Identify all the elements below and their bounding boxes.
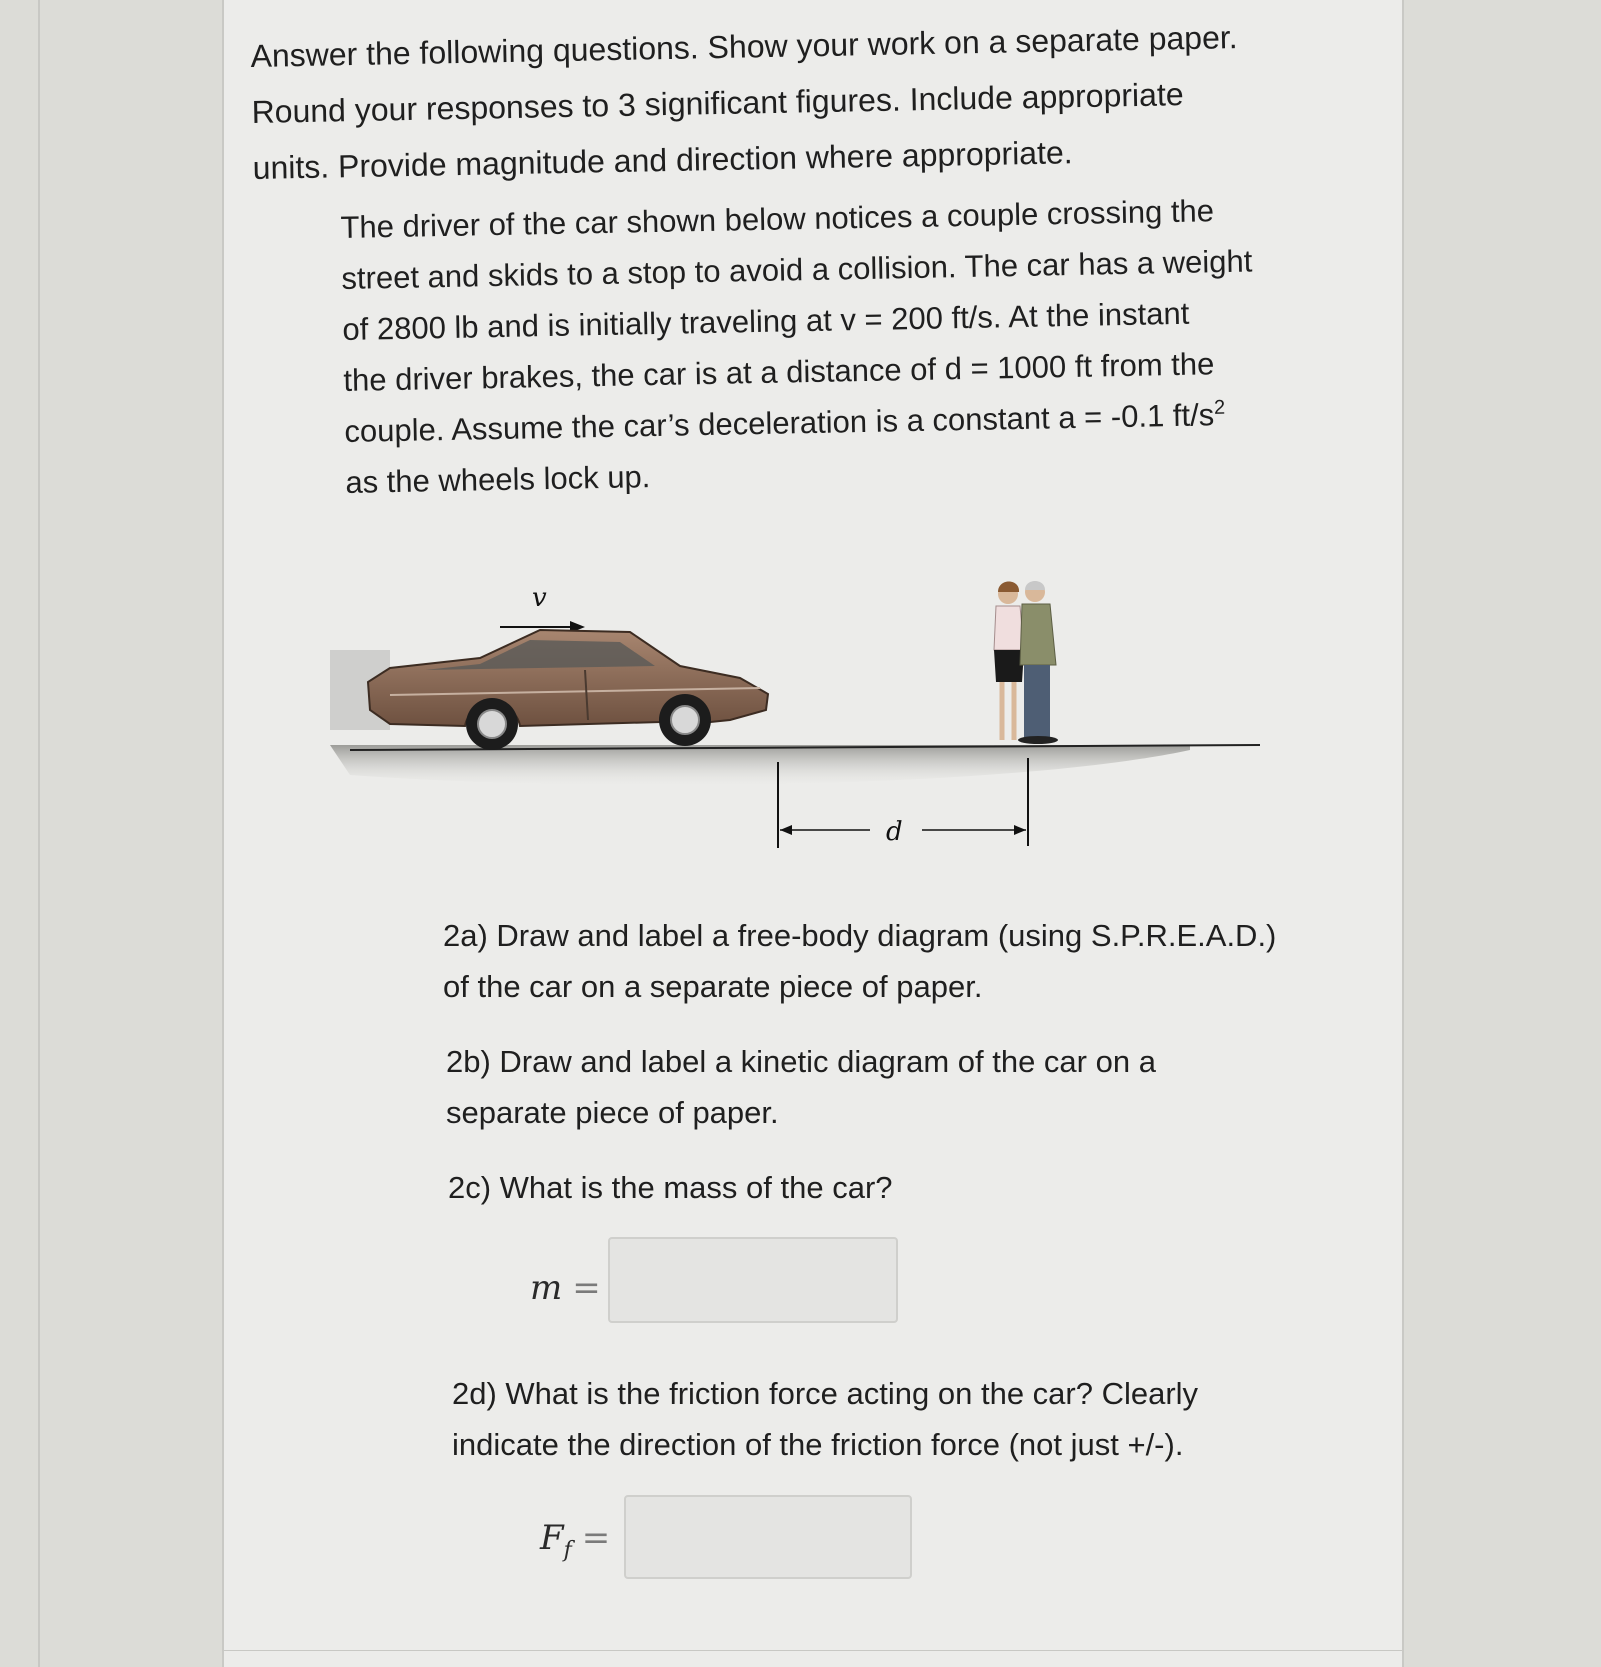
instructions-line: Round your responses to 3 significant figures. Include appropriate xyxy=(251,76,1184,130)
question-line: 2b) Draw and label a kinetic diagram of the car on a xyxy=(446,1044,1156,1079)
equals-sign: = xyxy=(572,1268,601,1308)
problem-statement xyxy=(340,183,1346,508)
velocity-label: v xyxy=(532,583,547,613)
question-2c xyxy=(448,1162,1348,1213)
page-margin-line xyxy=(38,0,40,1667)
dimension-arrowhead-right xyxy=(1014,825,1026,835)
mass-symbol: m xyxy=(530,1268,563,1308)
question-2b xyxy=(446,1036,1346,1138)
friction-subscript: f xyxy=(563,1537,572,1563)
question-2a xyxy=(443,910,1343,1012)
problem-line: street and skids to a stop to avoid a collision. The car has a weight xyxy=(341,243,1253,296)
problem-line: as the wheels lock up. xyxy=(345,459,651,500)
dimension-arrowhead-left xyxy=(780,825,792,835)
instructions-line: Answer the following questions. Show your work on a separate paper. xyxy=(250,19,1238,74)
instructions xyxy=(250,7,1343,196)
friction-symbol: F xyxy=(540,1518,564,1558)
problem-line: The driver of the car shown below notices a couple crossing the xyxy=(340,193,1215,245)
car-couple-figure xyxy=(330,570,1270,870)
car xyxy=(368,630,768,750)
rear-hubcap xyxy=(478,710,506,738)
friction-answer-label xyxy=(540,1518,610,1563)
man-shoes xyxy=(1018,736,1058,744)
equals-sign: = xyxy=(581,1518,611,1558)
instructions-line: units. Provide magnitude and direction where appropriate. xyxy=(252,134,1073,186)
exponent: 2 xyxy=(1213,396,1226,419)
question-line: separate piece of paper. xyxy=(446,1095,779,1130)
man-jacket xyxy=(1020,604,1056,665)
mass-answer-input[interactable] xyxy=(608,1237,898,1323)
man-hair xyxy=(1025,581,1045,590)
question-line: 2d) What is the friction force acting on the car? Clearly xyxy=(452,1376,1199,1411)
question-2d xyxy=(452,1368,1352,1470)
problem-line: of 2800 lb and is initially traveling at v = 200 ft/s. At the instant xyxy=(342,295,1190,347)
front-hubcap xyxy=(671,706,699,734)
couple xyxy=(994,581,1058,744)
mass-answer-label xyxy=(530,1268,601,1308)
woman-blouse xyxy=(994,606,1024,650)
question-line: indicate the direction of the friction force (not just +/-). xyxy=(452,1427,1184,1462)
problem-line: the driver brakes, the car is at a distance of d = 1000 ft from the xyxy=(343,346,1215,398)
man-trousers xyxy=(1024,665,1050,737)
question-line: of the car on a separate piece of paper. xyxy=(443,969,983,1004)
question-line: 2c) What is the mass of the car? xyxy=(448,1170,893,1205)
ground-shadow xyxy=(330,745,1190,785)
woman-hair xyxy=(998,582,1019,593)
woman-skirt xyxy=(994,650,1024,682)
friction-answer-input[interactable] xyxy=(624,1495,912,1579)
page-bottom-line xyxy=(222,1650,1402,1651)
question-line: 2a) Draw and label a free-body diagram (using S.P.R.E.A.D.) xyxy=(443,918,1277,953)
problem-line-text: couple. Assume the car’s deceleration is a constant a = -0.1 ft/s xyxy=(344,397,1215,449)
distance-label: d xyxy=(886,817,903,847)
